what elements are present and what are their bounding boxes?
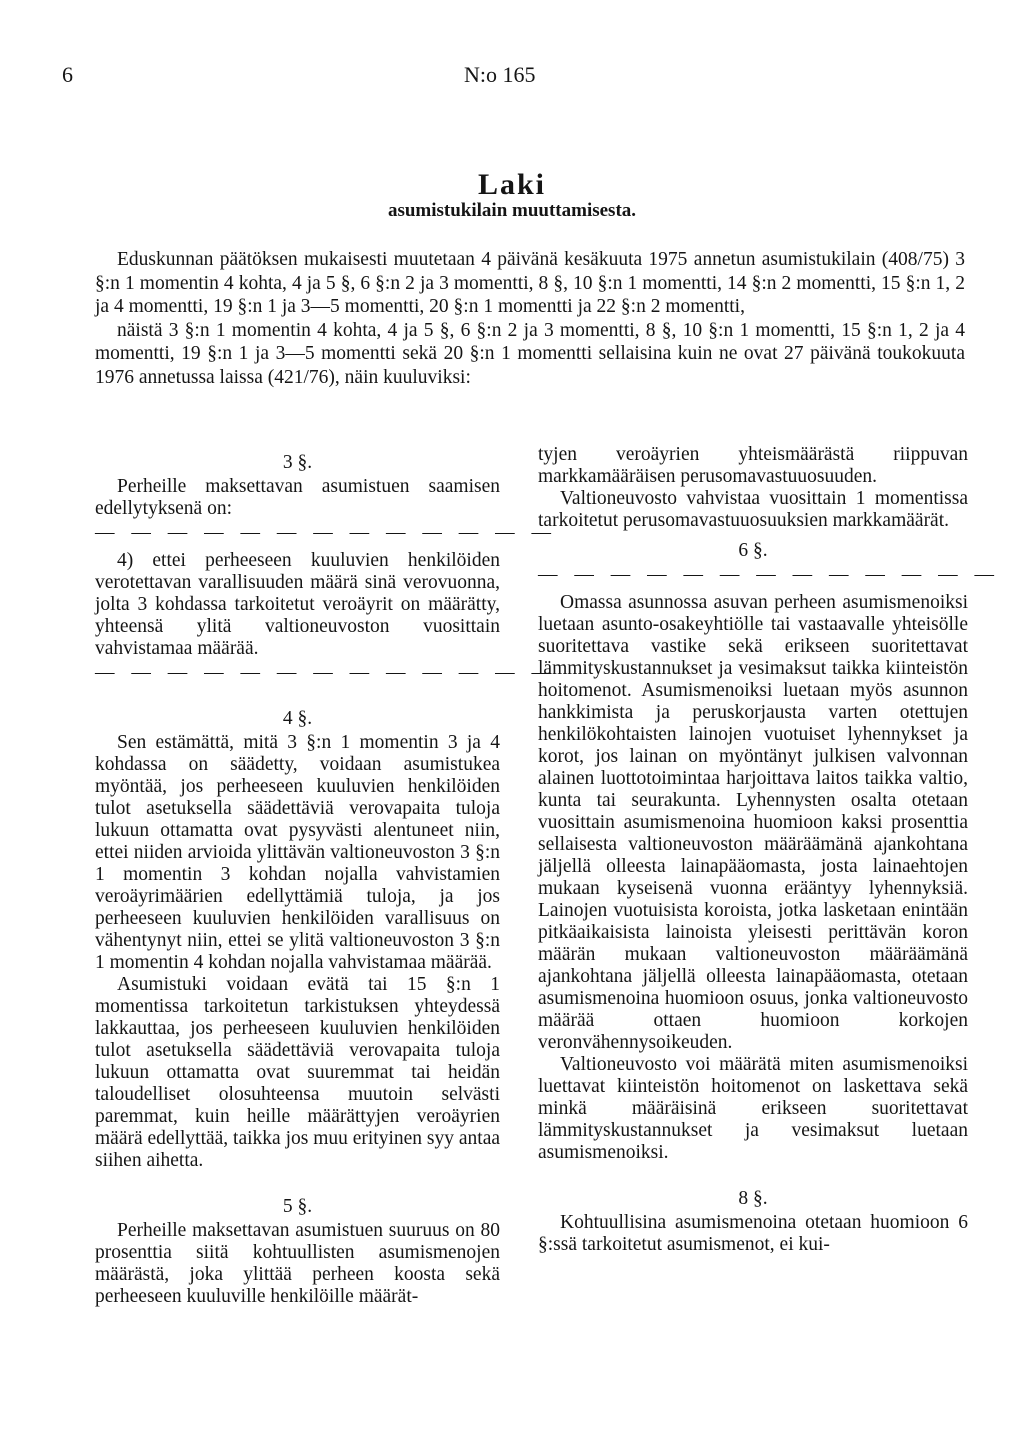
law-title: Laki: [477, 168, 547, 201]
section-6-paragraph: Valtioneuvosto voi määrätä miten asumismenoiksi luettavat kiinteistön hoitomenot on laskettava sekä minkä määräisinä erikseen suoritettavat lämmityskustannukset ja vesimaksut luetaan asumismenoiksi.: [538, 1054, 968, 1163]
omission-dashes: — — — — — — — — — — — — —: [538, 564, 1000, 585]
preamble-paragraph: Eduskunnan päätöksen mukaisesti muutetaan 4 päivänä kesäkuuta 1975 annetun asumistukilain (408/75) 3 §:n 1 momentin 4 kohta, 4 ja 5 §, 6 §:n 2 ja 3 momentti, 8 §, 10 §:n 1 momentti, 14 §:n 2 momentti, 15 §:n 1, 2 ja 4 momentti, 19 §:n 1 ja 3—5 momentti, 20 §:n 1 momentti ja 22 §:n 2 momentti,: [95, 249, 965, 317]
section-heading-6: 6 §.: [738, 540, 768, 561]
preamble-paragraph: näistä 3 §:n 1 momentin 4 kohta, 4 ja 5 §, 6 §:n 2 ja 3 momentti, 8 §, 10 §:n 1 momentti, 15 §:n 1, 2 ja 4 momentti, 19 §:n 1 ja 3—5 momentti sekä 20 §:n 1 momentti sellaisina kuin ne ovat 27 päivänä toukokuuta 1976 annetussa laissa (421/76), näin kuuluviksi:: [95, 319, 965, 388]
section-heading-4: 4 §.: [282, 708, 313, 729]
section-3-paragraph: Perheille maksettavan asumistuen saamisen edellytyksenä on:: [95, 476, 500, 519]
section-heading-8: 8 §.: [738, 1188, 768, 1209]
section-heading-3: 3 §.: [282, 452, 313, 473]
omission-dashes: — — — — — — — — — — — — —: [95, 522, 557, 543]
section-4-paragraph: Sen estämättä, mitä 3 §:n 1 momentin 3 ja 4 kohdassa on säädetty, voidaan asumistukea myöntää, jos perheeseen kuuluvien henkilöiden tulot asetuksella säädettäviä verovapaita tuloja lukuun ottamatta ovat pysyvästi alentuneet niin, ettei niiden arvioida ylittävän valtioneuvoston 3 §:n 1 momentin 3 kohdan nojalla vahvistamien veroäyrimäärien edellyttämiä tuloja, ja jos perheeseen kuuluvien henkilöiden varallisuus on vähentynyt niin, ettei se ylitä valtioneuvoston 3 §:n 1 momentin 4 kohdan nojalla vahvistamaa määrää.: [95, 732, 500, 973]
section-8-paragraph: Kohtuullisina asumismenoina otetaan huomioon 6 §:ssä tarkoitetut asumismenot, ei kui-: [538, 1212, 968, 1255]
section-5-paragraph: Perheille maksettavan asumistuen suuruus on 80 prosenttia siitä kohtuullisten asumismenojen määrästä, joka ylittää perheen koosta sekä perheeseen kuuluville henkilöille määrät-: [95, 1220, 500, 1307]
left-column: [95, 444, 557, 1308]
law-subtitle: asumistukilain muuttamisesta.: [387, 200, 637, 221]
section-4-paragraph: Asumistuki voidaan evätä tai 15 §:n 1 momentissa tarkoitetun tarkistuksen yhteydessä lakkauttaa, jos perheeseen kuuluvien henkilöiden tulot asetuksella säädettäviä verovapaita tuloja lukuun ottamatta ovat suuremmat tai heidän taloudelliset olosuhteensa muutoin selvästi paremmat, kuin heille määrättyjen veroäyrien määrä edellyttää, taikka jos muu erityinen syy antaa siihen aihetta.: [95, 974, 501, 1171]
section-5-continuation: tyjen veroäyrien yhteismäärästä riippuvan markkamääräisen perusomavastuuosuuden.: [538, 444, 968, 487]
preamble: [95, 248, 965, 389]
section-3-item-4: 4) ettei perheeseen kuuluvien henkilöiden verotettavan varallisuuden määrä sinä verovuonna, jolta 3 kohdassa tarkoitetut veroäyrit on määrätty, yhteensä ylitä valtioneuvoston vuosittain vahvistamaa määrää.: [95, 550, 500, 659]
section-6-paragraph: Omassa asunnossa asuvan perheen asumismenoiksi luetaan asunto-osakeyhtiölle tai vastaavalle yhteisölle suoritettava vastike sekä erikseen suoritettavat lämmityskustannukset ja vesimaksut taikka kiinteistön hoitomenot. Asumismenoiksi luetaan myös asunnon hankkimista ja peruskorjausta varten otettujen henkilökohtaisten lainojen vuotuiset lyhennykset ja korot, jos lainan on myöntänyt julkisen valvonnan alainen luottotoimintaa harjoittava laitos taikka valtio, kunta tai seurakunta. Lyhennysten osalta otetaan vuosittain asumismenoina huomioon kaksi prosenttia sellaisesta valtioneuvoston määräämänä ajankohtana jäljellä olleesta lainapääomasta, josta lainaehtojen mukaan kyseisenä vuonna erääntyy lyhennyksiä. Lainojen vuotuisista koroista, jotka lasketaan enintään pitkäaikaisista lainoista yleisesti perittävän koron määrän mukaan valtioneuvoston määräämänä ajankohtana jäljellä olleesta lainapääomasta, otetaan asumismenoina huomioon osuus, jonka valtioneuvosto määrää ottaen huomioon korkojen veronvähennysoikeuden.: [538, 592, 968, 1053]
section-heading-5: 5 §.: [282, 1196, 313, 1217]
right-column: [538, 444, 1000, 1256]
page-number: 6: [62, 62, 73, 87]
page-header: [62, 62, 962, 92]
omission-dashes: — — — — — — — — — — — — —: [95, 662, 557, 683]
document-number: N:o 165: [464, 62, 536, 87]
section-5-paragraph: Valtioneuvosto vahvistaa vuosittain 1 momentissa tarkoitetut perusomavastuuosuuksien markkamäärät.: [538, 488, 968, 531]
